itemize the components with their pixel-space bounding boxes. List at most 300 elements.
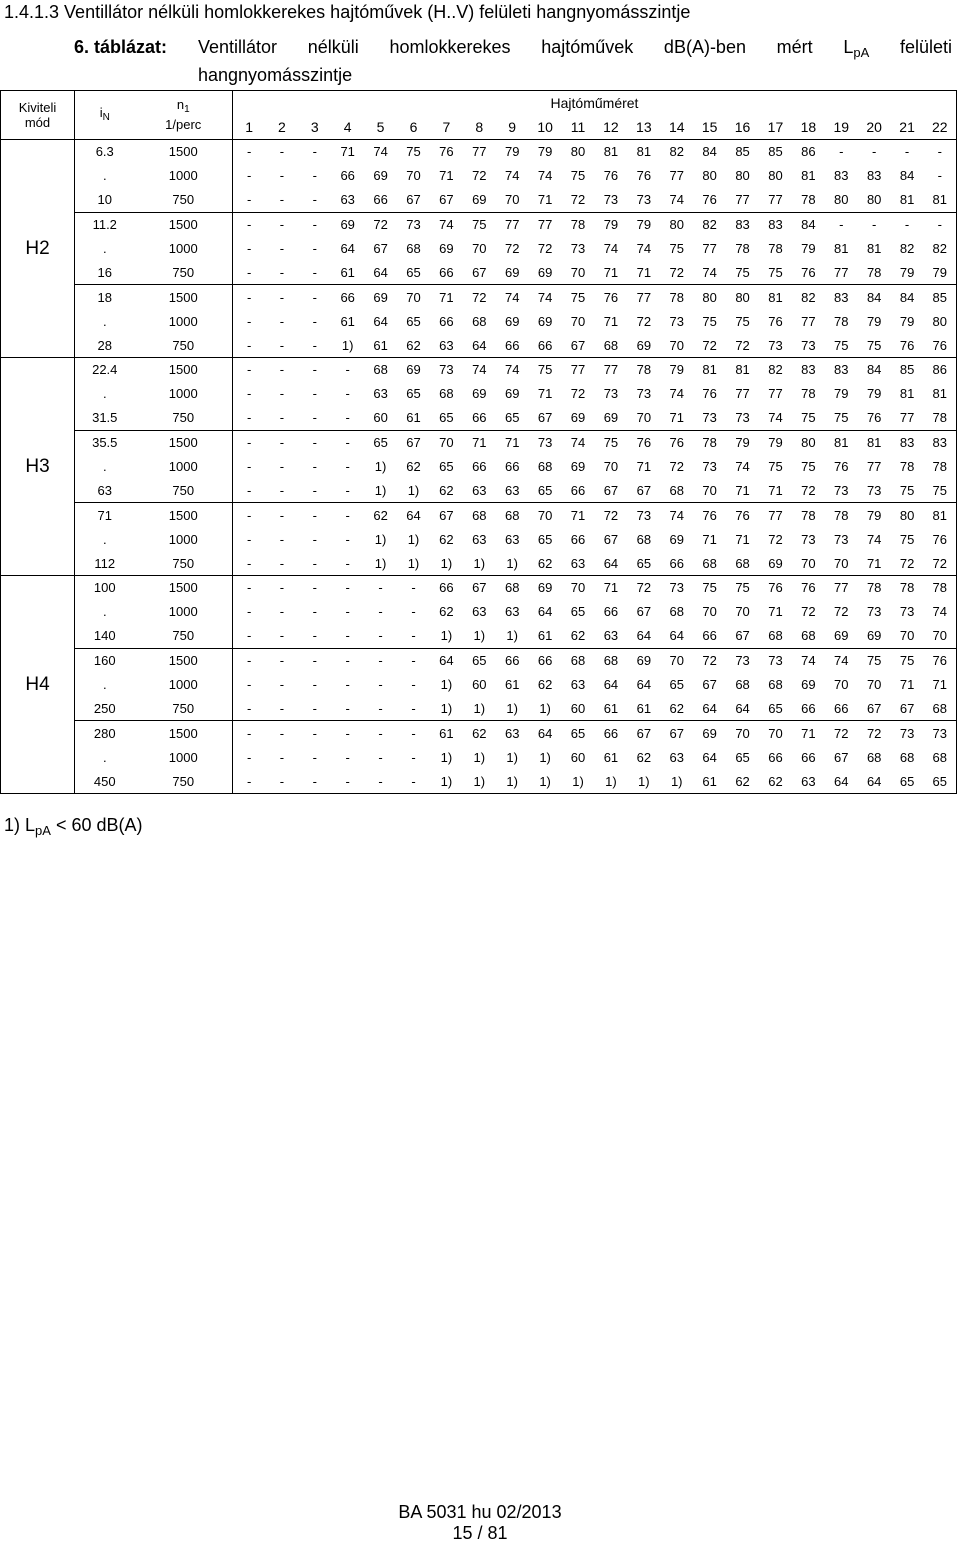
ratio-cell: 140 bbox=[93, 628, 116, 644]
noise-level-table bbox=[0, 90, 957, 794]
speed-cell: 1500 bbox=[135, 285, 233, 309]
value-cell: 71 bbox=[636, 264, 652, 280]
speed-cell: 1000 bbox=[135, 745, 233, 769]
table-row bbox=[1, 527, 957, 551]
value-cell: 63 bbox=[792, 769, 825, 793]
value-cell: - bbox=[279, 192, 285, 208]
value-cell: 71 bbox=[702, 531, 717, 547]
speed-cell: 750 bbox=[135, 769, 233, 793]
value-cell: 1) bbox=[440, 700, 453, 716]
value-cell: 70 bbox=[472, 241, 487, 256]
value-cell: 85 bbox=[891, 358, 924, 382]
value-cell: 74 bbox=[496, 285, 529, 309]
value-cell: 77 bbox=[529, 212, 562, 236]
header-size-17: 17 bbox=[759, 115, 792, 140]
ratio-cell: . bbox=[102, 677, 107, 693]
value-cell: - bbox=[233, 648, 266, 672]
value-cell: 72 bbox=[891, 551, 924, 575]
value-cell: 70 bbox=[397, 285, 430, 309]
header-mode bbox=[1, 91, 75, 140]
value-cell: 61 bbox=[340, 313, 355, 329]
value-cell: 65 bbox=[924, 769, 957, 793]
value-cell: 69 bbox=[537, 264, 553, 280]
value-cell: 76 bbox=[924, 648, 957, 672]
value-cell: 74 bbox=[562, 430, 595, 454]
value-cell: - bbox=[247, 459, 252, 475]
value-cell: 79 bbox=[866, 313, 882, 329]
value-cell: 69 bbox=[669, 531, 684, 547]
value-cell: 80 bbox=[924, 309, 957, 333]
value-cell: 70 bbox=[735, 604, 750, 620]
table-row bbox=[1, 624, 957, 648]
value-cell: 82 bbox=[660, 140, 693, 164]
value-cell: 70 bbox=[570, 264, 586, 280]
value-cell: 71 bbox=[858, 551, 891, 575]
value-cell: - bbox=[331, 503, 364, 527]
value-cell: 1) bbox=[539, 749, 551, 765]
value-cell: 68 bbox=[562, 648, 595, 672]
value-cell: 77 bbox=[702, 241, 717, 256]
value-cell: - bbox=[378, 677, 383, 693]
value-cell: - bbox=[312, 192, 317, 208]
value-cell: 62 bbox=[439, 604, 454, 620]
value-cell: 81 bbox=[924, 188, 957, 212]
value-cell: 1) bbox=[473, 700, 486, 716]
header-size-15: 15 bbox=[693, 115, 726, 140]
value-cell: 1) bbox=[506, 628, 518, 644]
value-cell: 81 bbox=[594, 140, 627, 164]
value-cell: 77 bbox=[825, 576, 858, 600]
value-cell: 81 bbox=[801, 168, 816, 184]
value-cell: 68 bbox=[924, 745, 957, 769]
value-cell: 1) bbox=[407, 531, 420, 547]
value-cell: 86 bbox=[792, 140, 825, 164]
value-cell: 70 bbox=[406, 168, 421, 184]
value-cell: 66 bbox=[504, 459, 520, 475]
value-cell: 62 bbox=[364, 503, 397, 527]
value-cell: 75 bbox=[801, 459, 816, 475]
value-cell: 65 bbox=[439, 459, 454, 475]
value-cell: 74 bbox=[669, 386, 684, 402]
ratio-cell: . bbox=[102, 168, 107, 184]
ratio-cell: 10 bbox=[97, 192, 112, 208]
value-cell: 75 bbox=[463, 212, 496, 236]
value-cell: - bbox=[265, 140, 298, 164]
value-cell: 66 bbox=[570, 531, 586, 547]
value-cell: - bbox=[233, 430, 266, 454]
value-cell: - bbox=[378, 749, 383, 765]
value-cell: 73 bbox=[660, 576, 693, 600]
value-cell: 69 bbox=[603, 410, 619, 426]
value-cell: - bbox=[233, 503, 266, 527]
value-cell: 75 bbox=[735, 313, 750, 329]
value-cell: 74 bbox=[792, 648, 825, 672]
value-cell: 63 bbox=[504, 531, 520, 547]
ratio-cell: 160 bbox=[75, 648, 135, 672]
table-row bbox=[1, 140, 957, 164]
value-cell: 69 bbox=[627, 648, 660, 672]
table-row bbox=[1, 696, 957, 720]
value-cell: 1) bbox=[463, 551, 496, 575]
header-size-19: 19 bbox=[825, 115, 858, 140]
value-cell: 74 bbox=[825, 648, 858, 672]
speed-cell: 1500 bbox=[135, 212, 233, 236]
table-row bbox=[1, 309, 957, 333]
value-cell: 67 bbox=[735, 628, 750, 644]
ratio-cell: 18 bbox=[75, 285, 135, 309]
value-cell: 64 bbox=[529, 721, 562, 745]
value-cell: 69 bbox=[472, 192, 487, 208]
value-cell: - bbox=[345, 677, 350, 693]
value-cell: - bbox=[312, 459, 317, 475]
speed-cell: 750 bbox=[135, 406, 233, 430]
value-cell: 66 bbox=[430, 576, 463, 600]
value-cell: 85 bbox=[726, 140, 759, 164]
value-cell: 61 bbox=[430, 721, 463, 745]
value-cell: 77 bbox=[735, 386, 750, 402]
value-cell: 80 bbox=[792, 430, 825, 454]
ratio-cell: 31.5 bbox=[92, 410, 118, 426]
value-cell: 68 bbox=[693, 551, 726, 575]
value-cell: 66 bbox=[768, 749, 783, 765]
value-cell: 73 bbox=[759, 333, 792, 357]
value-cell: 75 bbox=[529, 358, 562, 382]
value-cell: 73 bbox=[430, 358, 463, 382]
value-cell: 65 bbox=[406, 386, 421, 402]
value-cell: - bbox=[298, 140, 331, 164]
value-cell: - bbox=[312, 482, 317, 498]
value-cell: 69 bbox=[759, 551, 792, 575]
value-cell: 68 bbox=[636, 531, 652, 547]
value-cell: 77 bbox=[735, 192, 750, 208]
value-cell: 70 bbox=[834, 677, 849, 693]
value-cell: 72 bbox=[669, 264, 684, 280]
value-cell: 76 bbox=[726, 503, 759, 527]
value-cell: 78 bbox=[924, 576, 957, 600]
value-cell: 81 bbox=[834, 241, 849, 256]
value-cell: 83 bbox=[825, 285, 858, 309]
value-cell: - bbox=[364, 721, 397, 745]
caption-line1 bbox=[198, 36, 952, 64]
value-cell: 64 bbox=[397, 503, 430, 527]
table-body bbox=[1, 140, 957, 794]
header-size-2: 2 bbox=[265, 115, 298, 140]
value-cell: 75 bbox=[693, 576, 726, 600]
value-cell: 74 bbox=[660, 503, 693, 527]
value-cell: 81 bbox=[726, 358, 759, 382]
mode-cell: H2 bbox=[1, 140, 75, 358]
ratio-cell: 71 bbox=[75, 503, 135, 527]
value-cell: 62 bbox=[463, 721, 496, 745]
value-cell: 77 bbox=[627, 285, 660, 309]
value-cell: 63 bbox=[562, 551, 595, 575]
value-cell: 62 bbox=[636, 749, 652, 765]
value-cell: 77 bbox=[834, 264, 849, 280]
value-cell: 79 bbox=[866, 386, 882, 402]
value-cell: - bbox=[298, 769, 331, 793]
header-size-13: 13 bbox=[627, 115, 660, 140]
value-cell: 78 bbox=[801, 386, 816, 402]
value-cell: 65 bbox=[891, 769, 924, 793]
value-cell: 73 bbox=[702, 410, 717, 426]
value-cell: 62 bbox=[669, 700, 684, 716]
value-cell: 62 bbox=[439, 482, 454, 498]
value-cell: 78 bbox=[866, 264, 882, 280]
value-cell: - bbox=[279, 313, 285, 329]
value-cell: 66 bbox=[702, 628, 717, 644]
value-cell: 74 bbox=[669, 192, 684, 208]
value-cell: - bbox=[279, 410, 285, 426]
value-cell: 77 bbox=[594, 358, 627, 382]
table-row bbox=[1, 769, 957, 793]
value-cell: 84 bbox=[858, 285, 891, 309]
speed-cell: 1500 bbox=[135, 503, 233, 527]
table-row bbox=[1, 188, 957, 212]
value-cell: 73 bbox=[759, 648, 792, 672]
value-cell: 71 bbox=[331, 140, 364, 164]
value-cell: 77 bbox=[768, 386, 783, 402]
value-cell: - bbox=[312, 168, 317, 184]
value-cell: 66 bbox=[472, 410, 487, 426]
value-cell: 62 bbox=[406, 459, 421, 475]
footnote-prefix: 1) L bbox=[4, 815, 36, 835]
speed-cell: 750 bbox=[135, 478, 233, 502]
value-cell: - bbox=[378, 604, 383, 620]
value-cell: - bbox=[279, 604, 285, 620]
header-speed bbox=[135, 91, 233, 140]
value-cell: 64 bbox=[858, 769, 891, 793]
value-cell: - bbox=[279, 264, 285, 280]
header-size-20: 20 bbox=[858, 115, 891, 140]
table-row bbox=[1, 164, 957, 188]
table-row bbox=[1, 237, 957, 261]
ratio-cell: 22.4 bbox=[75, 358, 135, 382]
ratio-cell: 6.3 bbox=[75, 140, 135, 164]
value-cell: - bbox=[858, 140, 891, 164]
value-cell: - bbox=[298, 358, 331, 382]
value-cell: 76 bbox=[924, 527, 957, 551]
value-cell: 66 bbox=[529, 648, 562, 672]
value-cell: 66 bbox=[340, 168, 355, 184]
value-cell: - bbox=[279, 459, 285, 475]
value-cell: 68 bbox=[866, 749, 882, 765]
header-size-21: 21 bbox=[891, 115, 924, 140]
value-cell: 61 bbox=[537, 628, 553, 644]
value-cell: - bbox=[265, 721, 298, 745]
value-cell: 1) bbox=[440, 749, 453, 765]
value-cell: - bbox=[924, 140, 957, 164]
value-cell: 74 bbox=[603, 241, 619, 256]
value-cell: 70 bbox=[702, 604, 717, 620]
value-cell: 70 bbox=[570, 313, 586, 329]
value-cell: 71 bbox=[603, 264, 619, 280]
table-row bbox=[1, 430, 957, 454]
value-cell: 78 bbox=[768, 241, 783, 256]
value-cell: - bbox=[345, 459, 350, 475]
header-size-14: 14 bbox=[660, 115, 693, 140]
value-cell: 64 bbox=[537, 604, 553, 620]
value-cell: 76 bbox=[768, 313, 783, 329]
value-cell: 72 bbox=[768, 531, 783, 547]
value-cell: 80 bbox=[693, 285, 726, 309]
value-cell: 86 bbox=[924, 358, 957, 382]
speed-cell: 1500 bbox=[135, 358, 233, 382]
value-cell: 70 bbox=[430, 430, 463, 454]
value-cell: 65 bbox=[570, 604, 586, 620]
value-cell: 72 bbox=[825, 721, 858, 745]
footnote bbox=[4, 815, 142, 838]
speed-cell: 1000 bbox=[135, 673, 233, 697]
value-cell: 68 bbox=[735, 677, 750, 693]
ratio-cell: 250 bbox=[93, 700, 116, 716]
value-cell: - bbox=[364, 769, 397, 793]
value-cell: 74 bbox=[636, 241, 652, 256]
value-cell: - bbox=[265, 551, 298, 575]
header-size-16: 16 bbox=[726, 115, 759, 140]
value-cell: 67 bbox=[627, 721, 660, 745]
header-size-3: 3 bbox=[298, 115, 331, 140]
ratio-cell: 280 bbox=[75, 721, 135, 745]
value-cell: - bbox=[233, 285, 266, 309]
value-cell: 83 bbox=[924, 430, 957, 454]
value-cell: 74 bbox=[866, 531, 882, 547]
value-cell: 66 bbox=[660, 551, 693, 575]
value-cell: 76 bbox=[891, 333, 924, 357]
value-cell: 84 bbox=[693, 140, 726, 164]
value-cell: 78 bbox=[627, 358, 660, 382]
value-cell: 76 bbox=[924, 333, 957, 357]
value-cell: 72 bbox=[858, 721, 891, 745]
value-cell: 71 bbox=[430, 285, 463, 309]
value-cell: 79 bbox=[627, 212, 660, 236]
value-cell: 61 bbox=[504, 677, 520, 693]
value-cell: - bbox=[247, 168, 252, 184]
value-cell: - bbox=[312, 749, 317, 765]
value-cell: 70 bbox=[866, 677, 882, 693]
value-cell: 1) bbox=[539, 700, 551, 716]
page-footer bbox=[0, 1502, 960, 1544]
value-cell: 73 bbox=[603, 386, 619, 402]
value-cell: 75 bbox=[594, 430, 627, 454]
value-cell: - bbox=[331, 430, 364, 454]
value-cell: 67 bbox=[636, 604, 652, 620]
value-cell: 85 bbox=[924, 285, 957, 309]
value-cell: 74 bbox=[504, 168, 520, 184]
value-cell: 64 bbox=[636, 628, 652, 644]
value-cell: - bbox=[411, 677, 416, 693]
value-cell: 81 bbox=[627, 140, 660, 164]
value-cell: - bbox=[233, 721, 266, 745]
value-cell: 83 bbox=[792, 358, 825, 382]
ratio-cell: . bbox=[102, 386, 107, 402]
value-cell: 1) bbox=[374, 482, 387, 498]
value-cell: 63 bbox=[472, 531, 487, 547]
value-cell: 78 bbox=[899, 459, 915, 475]
ratio-cell: 450 bbox=[75, 769, 135, 793]
speed-cell: 1000 bbox=[135, 455, 233, 479]
value-cell: 70 bbox=[792, 551, 825, 575]
table-row bbox=[1, 406, 957, 430]
value-cell: 72 bbox=[801, 482, 816, 498]
value-cell: 69 bbox=[866, 628, 882, 644]
value-cell: 63 bbox=[472, 482, 487, 498]
value-cell: 78 bbox=[562, 212, 595, 236]
value-cell: 67 bbox=[373, 241, 388, 256]
value-cell: 72 bbox=[364, 212, 397, 236]
speed-cell: 750 bbox=[135, 551, 233, 575]
value-cell: 83 bbox=[891, 430, 924, 454]
value-cell: 72 bbox=[693, 333, 726, 357]
value-cell: 70 bbox=[825, 551, 858, 575]
document-code: BA 5031 hu 02/2013 bbox=[398, 1502, 562, 1522]
value-cell: 69 bbox=[373, 168, 388, 184]
value-cell: 61 bbox=[636, 700, 652, 716]
value-cell: 65 bbox=[768, 700, 783, 716]
value-cell: 81 bbox=[693, 358, 726, 382]
value-cell: 73 bbox=[570, 241, 586, 256]
value-cell: 72 bbox=[570, 192, 586, 208]
value-cell: 62 bbox=[726, 769, 759, 793]
header-size-1: 1 bbox=[233, 115, 266, 140]
value-cell: - bbox=[312, 677, 317, 693]
value-cell: 73 bbox=[899, 604, 915, 620]
value-cell: 71 bbox=[735, 531, 750, 547]
value-cell: 72 bbox=[627, 576, 660, 600]
speed-cell: 750 bbox=[135, 696, 233, 720]
value-cell: 74 bbox=[702, 264, 717, 280]
value-cell: 81 bbox=[899, 386, 915, 402]
value-cell: 81 bbox=[866, 241, 882, 256]
value-cell: 82 bbox=[924, 237, 957, 261]
value-cell: 72 bbox=[801, 604, 816, 620]
value-cell: - bbox=[891, 140, 924, 164]
value-cell: 62 bbox=[570, 628, 586, 644]
value-cell: 75 bbox=[924, 478, 957, 502]
value-cell: 67 bbox=[537, 410, 553, 426]
value-cell: 68 bbox=[899, 749, 915, 765]
value-cell: 68 bbox=[594, 333, 627, 357]
value-cell: 64 bbox=[669, 628, 684, 644]
value-cell: 66 bbox=[496, 333, 529, 357]
value-cell: 72 bbox=[463, 285, 496, 309]
value-cell: - bbox=[233, 576, 266, 600]
value-cell: 75 bbox=[702, 313, 717, 329]
value-cell: - bbox=[397, 769, 430, 793]
value-cell: 65 bbox=[406, 264, 421, 280]
value-cell: 72 bbox=[537, 241, 553, 256]
value-cell: 78 bbox=[834, 313, 849, 329]
value-cell: 83 bbox=[825, 358, 858, 382]
ratio-cell: . bbox=[102, 531, 107, 547]
value-cell: - bbox=[247, 264, 252, 280]
value-cell: 68 bbox=[924, 696, 957, 720]
value-cell: 1) bbox=[331, 333, 364, 357]
value-cell: 1) bbox=[440, 677, 453, 693]
value-cell: 64 bbox=[373, 264, 388, 280]
value-cell: - bbox=[331, 551, 364, 575]
value-cell: 80 bbox=[866, 192, 882, 208]
header-size-11: 11 bbox=[562, 115, 595, 140]
value-cell: 68 bbox=[669, 604, 684, 620]
value-cell: - bbox=[233, 358, 266, 382]
value-cell: - bbox=[345, 749, 350, 765]
value-cell: - bbox=[233, 140, 266, 164]
value-cell: - bbox=[364, 576, 397, 600]
value-cell: 65 bbox=[537, 531, 553, 547]
value-cell: - bbox=[312, 410, 317, 426]
value-cell: - bbox=[247, 749, 252, 765]
value-cell: 63 bbox=[504, 482, 520, 498]
